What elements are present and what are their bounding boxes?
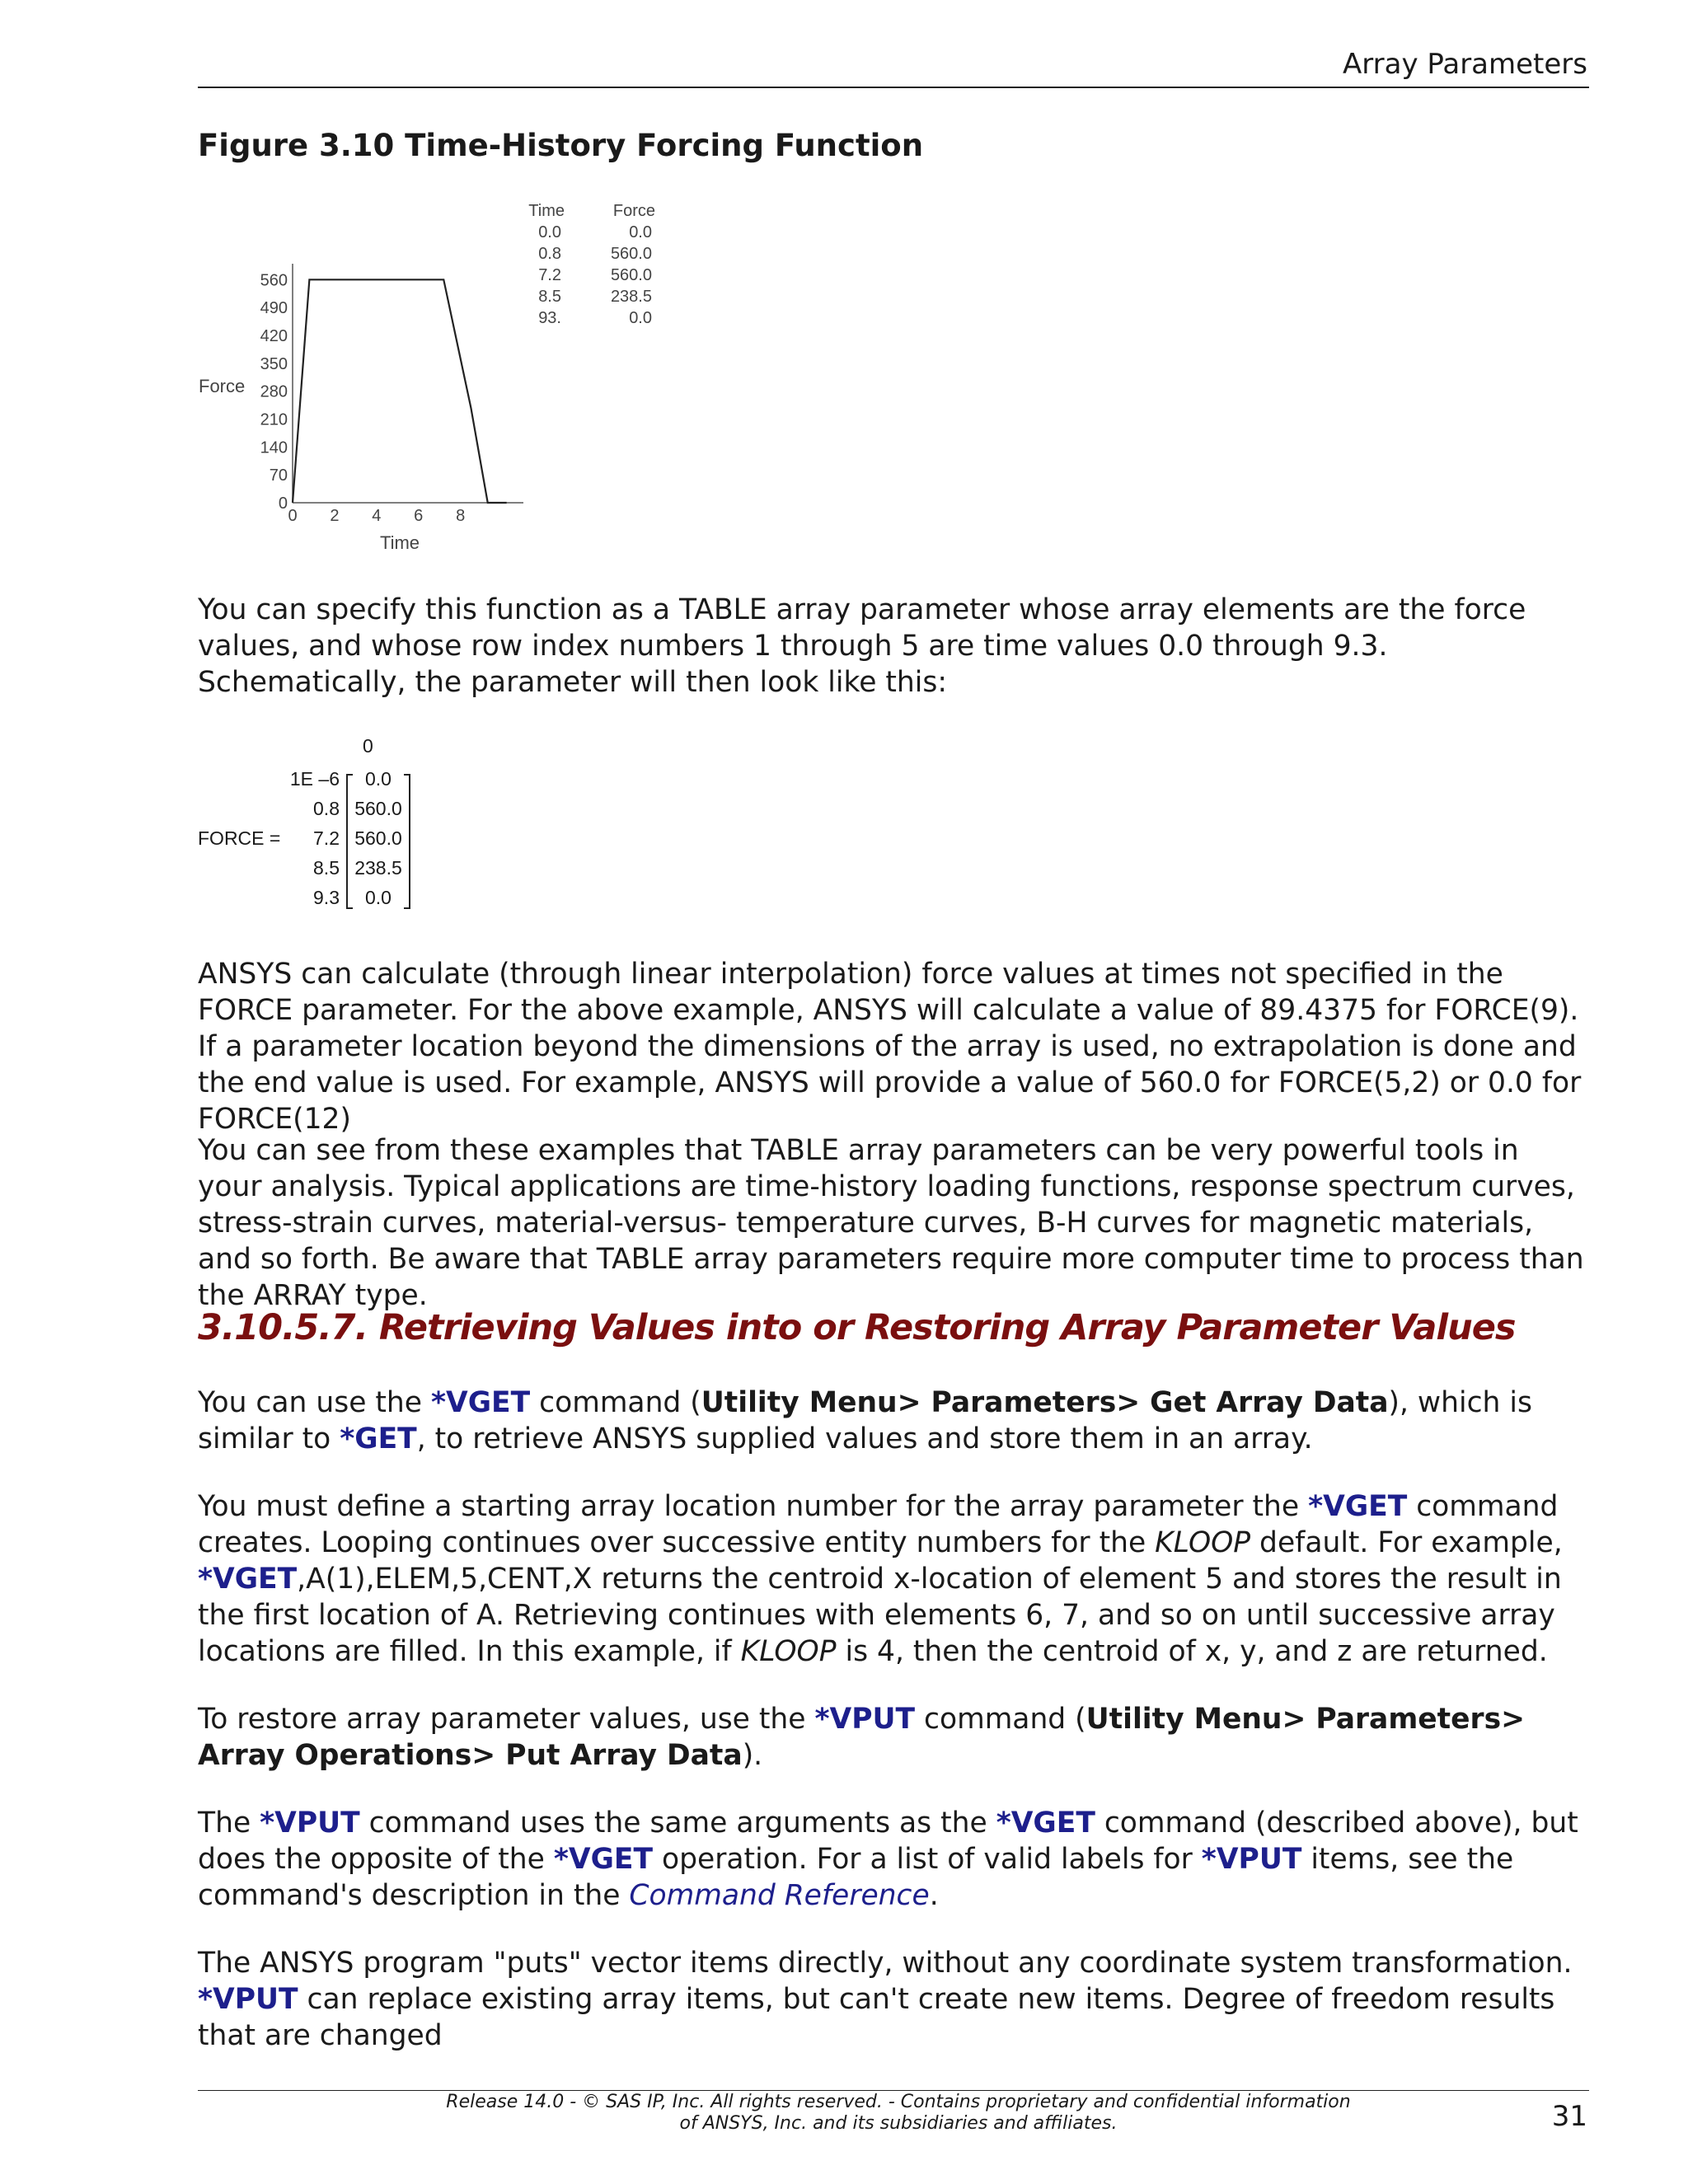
vput-command-link[interactable]: *VPUT (260, 1807, 360, 1840)
vput-command-link[interactable]: *VPUT (198, 1983, 298, 2016)
y-tick-label: 490 (260, 299, 288, 318)
chart-y-label: Force (199, 376, 246, 396)
figure-title: Figure 3.10 Time-History Forcing Function (198, 128, 924, 163)
table-cell-time: 0.0 (538, 223, 561, 241)
header-rule (198, 87, 1589, 88)
command-reference-link[interactable]: Command Reference (629, 1879, 930, 1912)
footer-rule (198, 2090, 1589, 2091)
matrix-row-label: 7.2 (313, 827, 340, 849)
matrix-value: 0.0 (365, 768, 392, 790)
vput-command-link[interactable]: *VPUT (1201, 1843, 1302, 1876)
chart-value-table (528, 202, 655, 327)
x-tick-label: 0 (288, 507, 298, 525)
x-tick-label: 2 (330, 507, 340, 525)
vget-command-link[interactable]: *VGET (1308, 1490, 1408, 1523)
footer-copyright: Release 14.0 - © SAS IP, Inc. All rights reserved. - Contains proprietary and confidential information of ANSYS, Inc. and its subsidiaries and affiliates. (446, 2092, 1351, 2134)
table-cell-force: 560.0 (610, 266, 652, 284)
matrix-row-label: 1E –6 (289, 768, 340, 790)
paragraph-vput-restore: To restore array parameter values, use the *VPUT command (Utility Menu> Parameters> Array Operations> Put Array Data). (198, 1703, 1526, 1772)
paragraph-vput-arguments: The *VPUT command uses the same arguments as the *VGET command (described above), but does the opposite of the *VGET operation. For a list of valid labels for *VPUT items, see the command's description in the Command Reference. (198, 1807, 1578, 1912)
table-cell-time: 7.2 (538, 266, 561, 284)
matrix-row-label: 0.8 (313, 798, 340, 819)
matrix-row-label: 9.3 (313, 887, 340, 908)
y-tick-label: 420 (260, 327, 288, 345)
page-number: 31 (1551, 2100, 1587, 2133)
paragraph-table-applications: You can see from these examples that TABLE array parameters can be very powerful tools in your analysis. Typical applications are time-history loading functions, response spectrum curves, stress-strain curves, material-versus- temperature curves, B-H curves for magnetic materials, and so forth. Be aware that TABLE array parameters require more computer time to process than the ARRAY type. (198, 1134, 1584, 1312)
table-header-time: Time (528, 202, 565, 220)
series-line (293, 279, 507, 503)
matrix-value: 0.0 (365, 887, 392, 908)
x-tick-label: 6 (414, 507, 424, 525)
menu-path-put-array-data: Utility Menu> Parameters> Array Operations> Put Array Data (198, 1703, 1526, 1772)
table-cell-force: 0.0 (629, 223, 652, 241)
chart-series (293, 279, 507, 503)
get-command-link[interactable]: *GET (340, 1422, 417, 1455)
y-tick-label: 350 (260, 354, 288, 373)
table-cell-time: 93. (538, 309, 561, 327)
matrix-value: 238.5 (354, 857, 402, 879)
y-tick-label: 70 (269, 466, 288, 485)
vget-command-link[interactable]: *VGET (198, 1563, 298, 1596)
table-cell-time: 0.8 (538, 245, 561, 263)
vget-command-link[interactable]: *VGET (553, 1843, 654, 1876)
force-time-chart (194, 198, 672, 560)
x-tick-label: 8 (456, 507, 466, 525)
paragraph-interpolation: ANSYS can calculate (through linear interpolation) force values at times not specified in the FORCE parameter. For the above example, ANSYS will calculate a value of 89.4375 for FORCE(9). If a parameter location beyond the dimensions of the array is used, no extrapolation is done and the end value is used. For example, ANSYS will provide a value of 560.0 for FORCE(5,2) or 0.0 for FORCE(12) (198, 958, 1582, 1136)
x-tick-label: 4 (372, 507, 382, 525)
paragraph-kloop: You must define a starting array location number for the array parameter the *VGET command creates. Looping continues over successive entity numbers for the KLOOP default. For example, *VGET,A(1),ELEM,5,CENT,X returns the centroid x-location of element 5 and stores the result in the first location of A. Retrieving continues with elements 6, 7, and so on until successive array locations are filled. In this example, if KLOOP is 4, then the centroid of x, y, and z are returned. (198, 1490, 1563, 1668)
chart-axes (293, 264, 523, 503)
y-tick-label: 210 (260, 410, 288, 429)
chart-x-label: Time (379, 532, 420, 553)
y-tick-label: 280 (260, 382, 288, 401)
paragraph-table-intro: You can specify this function as a TABLE array parameter whose array elements are the force values, and whose row index numbers 1 through 5 are time values 0.0 through 9.3. Schematically, the parameter will then look like this: (198, 593, 1526, 699)
table-cell-time: 8.5 (538, 288, 561, 306)
paragraph-vput-puts: The ANSYS program "puts" vector items directly, without any coordinate system transformation. *VPUT can replace existing array items, but can't create new items. Degree of freedom results that are changed (198, 1947, 1573, 2052)
vget-command-link[interactable]: *VGET (431, 1386, 531, 1419)
matrix-label: FORCE = (198, 827, 281, 849)
table-header-force: Force (612, 202, 655, 220)
matrix-column-header: 0 (363, 735, 373, 757)
running-header: Array Parameters (1343, 48, 1587, 81)
chart-y-ticks (260, 271, 288, 513)
force-matrix (198, 733, 462, 923)
vput-command-link[interactable]: *VPUT (814, 1703, 916, 1736)
paragraph-vget: You can use the *VGET command (Utility Menu> Parameters> Get Array Data), which is similar to *GET, to retrieve ANSYS supplied values and store them in an array. (198, 1386, 1532, 1455)
table-cell-force: 560.0 (610, 245, 652, 263)
menu-path-get-array-data: Utility Menu> Parameters> Get Array Data (701, 1386, 1389, 1419)
matrix-row-label: 8.5 (313, 857, 340, 879)
y-tick-label: 0 (278, 494, 288, 513)
matrix-value: 560.0 (354, 827, 402, 849)
y-tick-label: 560 (260, 271, 288, 290)
matrix-value: 560.0 (354, 798, 402, 819)
vget-command-link[interactable]: *VGET (996, 1807, 1095, 1840)
table-cell-force: 0.0 (629, 309, 652, 327)
y-tick-label: 140 (260, 438, 288, 457)
chart-x-ticks (288, 507, 465, 525)
section-heading: 3.10.5.7. Retrieving Values into or Restoring Array Parameter Values (198, 1307, 1516, 1348)
table-cell-force: 238.5 (610, 288, 652, 306)
